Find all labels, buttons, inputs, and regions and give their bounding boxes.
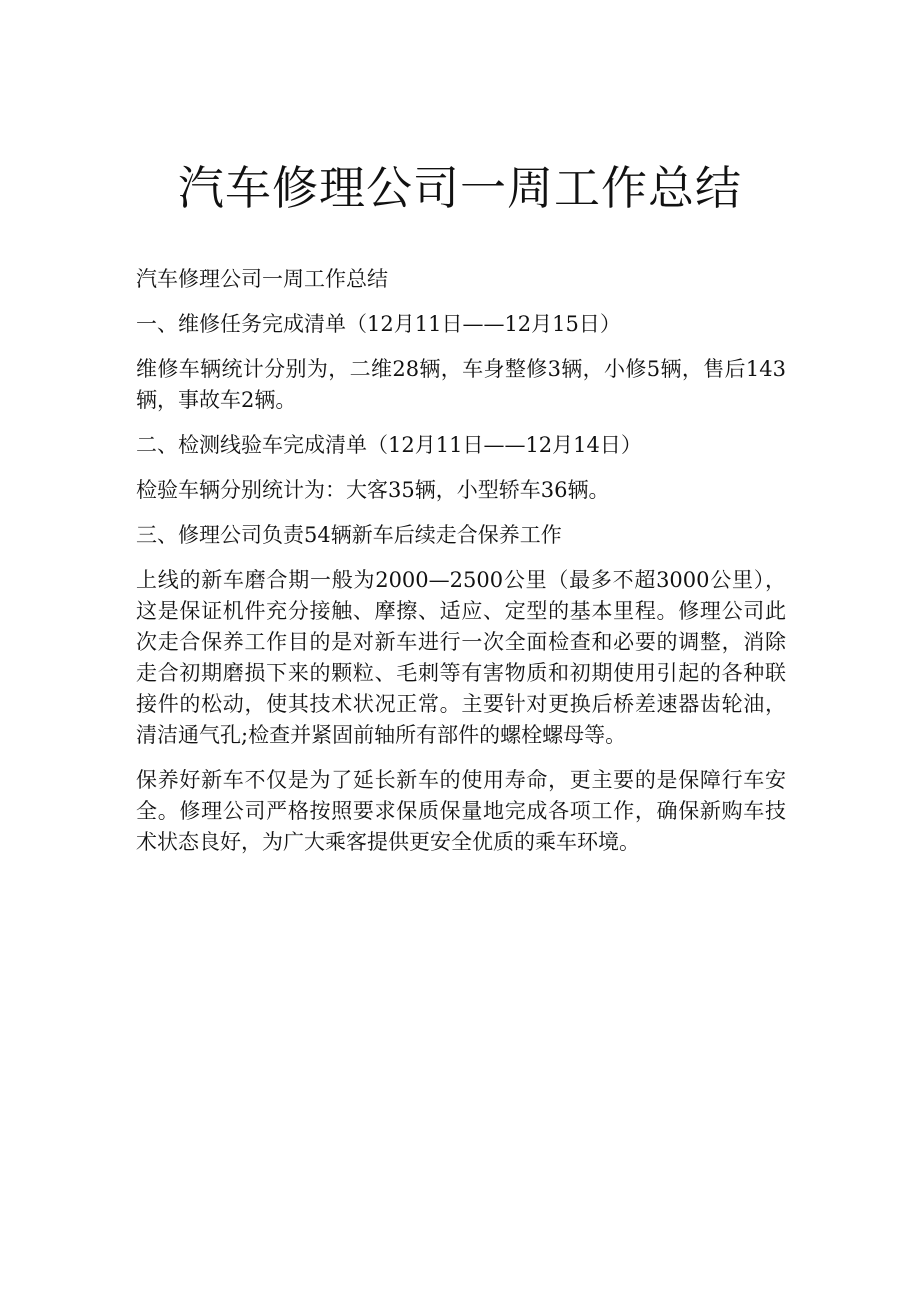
conclusion-paragraph: 保养好新车不仅是为了延长新车的使用寿命，更主要的是保障行车安全。修理公司严格按照要求保质保量地完成各项工作，确保新购车技术状态良好，为广大乘客提供更安全优质的乘车环境。 <box>136 768 786 854</box>
document-body <box>136 264 786 872</box>
break-in-paragraph: 上线的新车磨合期一般为2000—2500公里（最多不超3000公里），这是保证机件充分接触、摩擦、适应、定型的基本里程。修理公司此次走合保养工作目的是对新车进行一次全面检查和必要的调整，消除走合初期磨损下来的颗粒、毛刺等有害物质和初期使用引起的各种联接件的松动，使其技术状况正常。主要针对更换后桥差速器齿轮油，清洁通气孔;检查并紧固前轴所有部件的螺栓螺母等。 <box>136 568 786 747</box>
document-title: 汽车修理公司一周工作总结 <box>178 161 742 215</box>
section-heading-inspection: 二、检测线验车完成清单（12月11日——12月14日） <box>136 433 642 457</box>
section-heading-new-cars: 三、修理公司负责54辆新车后续走合保养工作 <box>136 523 562 547</box>
maintenance-stats-paragraph: 维修车辆统计分别为，二维28辆，车身整修3辆，小修5辆，售后143辆，事故车2辆。 <box>136 357 786 412</box>
inspection-stats-paragraph: 检验车辆分别统计为：大客35辆，小型轿车36辆。 <box>136 478 610 502</box>
subtitle-line: 汽车修理公司一周工作总结 <box>136 267 388 291</box>
section-heading-maintenance: 一、维修任务完成清单（12月11日——12月15日） <box>136 312 621 336</box>
